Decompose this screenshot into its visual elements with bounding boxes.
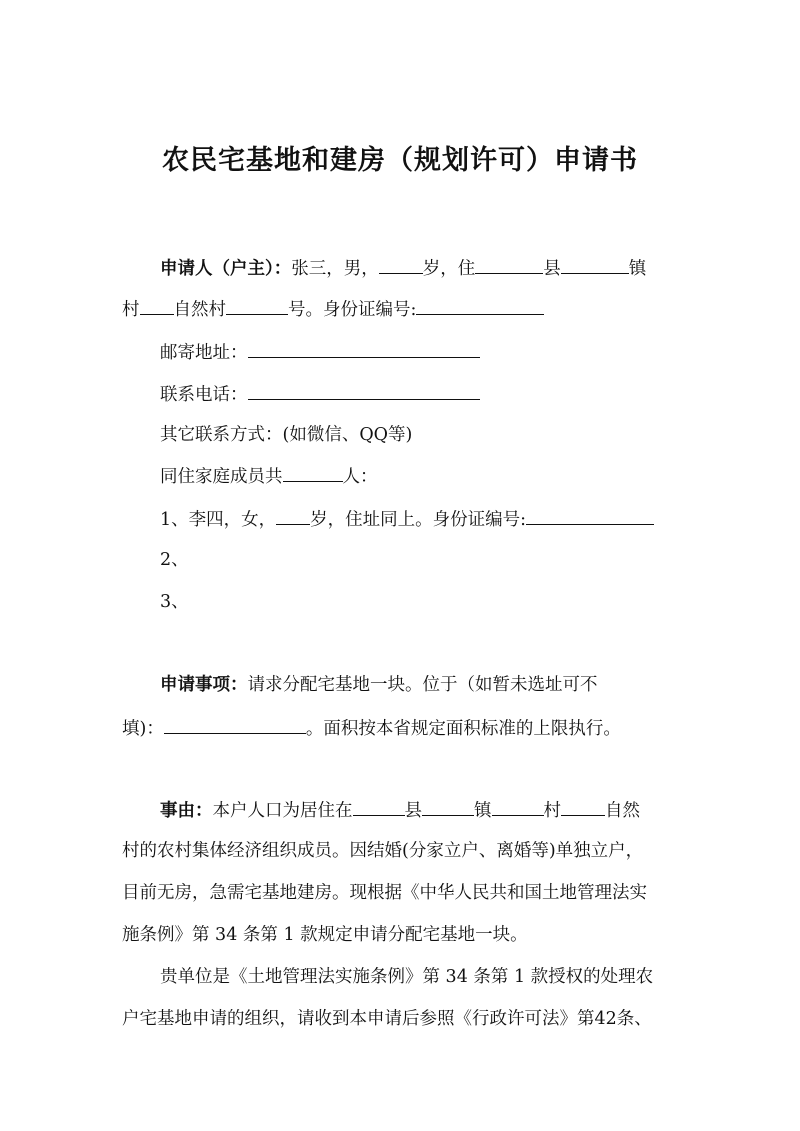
id-number-label: 号。身份证编号: (288, 300, 417, 320)
county-text: 县 (543, 259, 561, 279)
reason-line-3 (122, 881, 647, 905)
town-text: 镇 (628, 259, 647, 279)
applicant-name-gender: 张三，男， (291, 259, 379, 279)
family-member-2 (160, 548, 189, 572)
matter-label: 申请事项： (160, 675, 248, 695)
village-blank[interactable] (140, 296, 174, 315)
other-contact-label: 其它联系方式：(如微信、QQ等) (160, 425, 413, 445)
reason-text-4: 施条例》第 34 条第 1 款规定申请分配宅基地一块。 (122, 925, 528, 945)
member-3-text: 3、 (160, 592, 189, 612)
reason-line-1 (160, 797, 640, 821)
reason-text-1: 本户人口为居住在 (212, 801, 353, 821)
reason-line-2 (122, 839, 643, 863)
applicant-line-1 (160, 255, 646, 279)
matter-text-1: 请求分配宅基地一块。位于（如暂未选址可不 (247, 675, 598, 695)
matter-line-2 (122, 715, 621, 739)
reason-text-3: 目前无房，急需宅基地建房。现根据《中华人民共和国土地管理法实 (122, 883, 647, 903)
family-count-suffix: 人： (342, 467, 378, 487)
paragraph-2-line-2 (122, 1007, 652, 1031)
family-member-1 (160, 506, 654, 530)
mailing-address-blank[interactable] (248, 339, 480, 358)
family-member-3 (160, 590, 189, 614)
reason-village-text: 村 (543, 801, 561, 821)
paragraph-2-text-1: 贵单位是《土地管理法实施条例》第 34 条第 1 款授权的处理农 (160, 967, 654, 987)
reason-county-text: 县 (404, 801, 422, 821)
family-count-blank[interactable] (283, 463, 343, 482)
age-residence-text: 岁，住 (422, 259, 476, 279)
mailing-address-label: 邮寄地址： (160, 343, 248, 363)
id-number-blank[interactable] (416, 296, 544, 315)
reason-town-text: 镇 (474, 801, 492, 821)
reason-text-2: 村的农村集体经济组织成员。因结婚(分家立户、离婚等)单独立户， (122, 841, 644, 861)
reason-line-4 (122, 923, 528, 947)
reason-label: 事由： (160, 801, 213, 821)
county-blank[interactable] (475, 255, 543, 274)
phone-label: 联系电话： (160, 385, 248, 405)
matter-text-2a: 填)： (122, 719, 164, 739)
member-1-age-blank[interactable] (276, 506, 310, 525)
reason-natural-blank[interactable] (561, 797, 605, 816)
village-text: 村 (122, 300, 140, 320)
phone-line (160, 381, 480, 405)
reason-town-blank[interactable] (422, 797, 474, 816)
other-contact-line (160, 423, 412, 447)
member-1-text: 1、李四，女， (160, 510, 277, 530)
phone-blank[interactable] (248, 381, 480, 400)
house-number-blank[interactable] (226, 296, 288, 315)
matter-line-1 (160, 673, 598, 697)
member-2-text: 2、 (160, 550, 189, 570)
age-blank[interactable] (379, 255, 423, 274)
paragraph-2-line-1 (160, 965, 653, 989)
applicant-label: 申请人（户主）： (160, 259, 292, 279)
applicant-line-2 (122, 296, 544, 320)
member-1-id-label: 岁，住址同上。身份证编号: (310, 510, 527, 530)
reason-natural-text: 自然 (605, 801, 640, 821)
matter-text-2b: 。面积按本省规定面积标准的上限执行。 (305, 719, 621, 739)
reason-county-blank[interactable] (353, 797, 405, 816)
document-title: 农民宅基地和建房（规划许可）申请书 (162, 145, 638, 176)
family-count-text: 同住家庭成员共 (160, 467, 283, 487)
family-count-line (160, 463, 378, 487)
town-blank[interactable] (561, 255, 629, 274)
location-blank[interactable] (164, 715, 306, 734)
member-1-id-blank[interactable] (526, 506, 654, 525)
reason-village-blank[interactable] (492, 797, 544, 816)
natural-village-text: 自然村 (173, 300, 226, 320)
paragraph-2-text-2: 户宅基地申请的组织，请收到本申请后参照《行政许可法》第42条、 (122, 1009, 652, 1029)
mailing-address-line (160, 339, 480, 363)
